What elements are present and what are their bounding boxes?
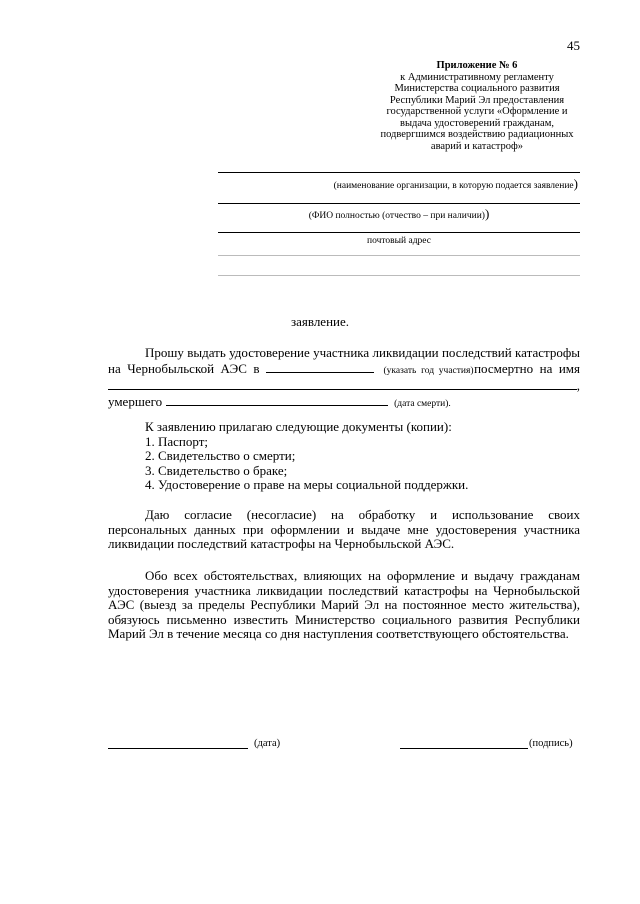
appendix-line: подвергшимся воздействию радиационных: [380, 129, 574, 140]
list-item: 4. Удостоверение о праве на меры социальной поддержки.: [145, 477, 469, 492]
list-item: 1. Паспорт;: [145, 433, 209, 449]
address-line-2[interactable]: [218, 255, 580, 256]
death-date-field[interactable]: [166, 394, 388, 406]
appendix-line: государственной услуги «Оформление и: [386, 106, 568, 117]
signature-field[interactable]: [400, 748, 528, 749]
request-line-2: на Чернобыльской АЭС в (указать год участия) посмертно на имя: [108, 360, 580, 376]
attachments-list: [145, 420, 575, 493]
consent-paragraph: Даю согласие (несогласие) на обработку и использование своих персональных данных при оформлении и выдаче мне удостоверения участника ликвидации последствий катастрофы на Чернобыльской АЭС.: [108, 507, 580, 551]
appendix-line: аварий и катастроф»: [430, 140, 524, 152]
appendix-header: [372, 60, 582, 152]
appendix-line: выдача удостоверений гражданам,: [400, 117, 554, 129]
org-caption: (наименование организации, в которую подается заявление): [333, 176, 578, 191]
appendix-line: Министерства социального развития: [394, 83, 560, 94]
appendix-line: к Административному регламенту: [400, 71, 554, 83]
full-name-line[interactable]: [218, 203, 580, 204]
request-line-3: ,: [108, 378, 580, 394]
attachments-intro: К заявлению прилагаю следующие документы (копии):: [145, 419, 452, 434]
request-line-4: умершего (дата смерти).: [108, 393, 451, 409]
appendix-title: Приложение № 6: [436, 60, 518, 71]
request-paragraph: [108, 346, 580, 411]
request-line-1: Прошу выдать удостоверение участника ликвидации последствий катастрофы: [145, 345, 580, 360]
year-field[interactable]: [266, 361, 374, 373]
address-line-3[interactable]: [218, 275, 580, 276]
name-caption: (ФИО полностью (отчество – при наличии)): [308, 206, 490, 221]
appendix-line: Республики Марий Эл предоставления: [389, 94, 565, 106]
document-heading: заявление.: [290, 314, 350, 329]
obligation-paragraph: Обо всех обстоятельствах, влияющих на оформление и выдачу гражданам удостоверения участника ликвидации последствий катастрофы на Чернобыльской АЭС (выезд за пределы Республики Марий Эл на постоянное место жительства), обязуюсь письменно известить Министерство социального развития Республики Марий Эл в течение месяца со дня наступления соответствующего обстоятельства.: [108, 568, 580, 641]
address-line[interactable]: [218, 232, 580, 233]
date-field[interactable]: [108, 748, 248, 749]
page-number: 45: [567, 38, 580, 53]
date-label: (дата): [254, 738, 281, 749]
list-item: 2. Свидетельство о смерти;: [145, 448, 296, 463]
list-item: 3. Свидетельство о браке;: [145, 462, 288, 478]
org-name-line[interactable]: [218, 172, 580, 173]
deceased-name-field[interactable]: [108, 378, 577, 390]
address-caption: почтовый адрес: [367, 236, 431, 246]
signature-label: (подпись): [529, 738, 573, 749]
